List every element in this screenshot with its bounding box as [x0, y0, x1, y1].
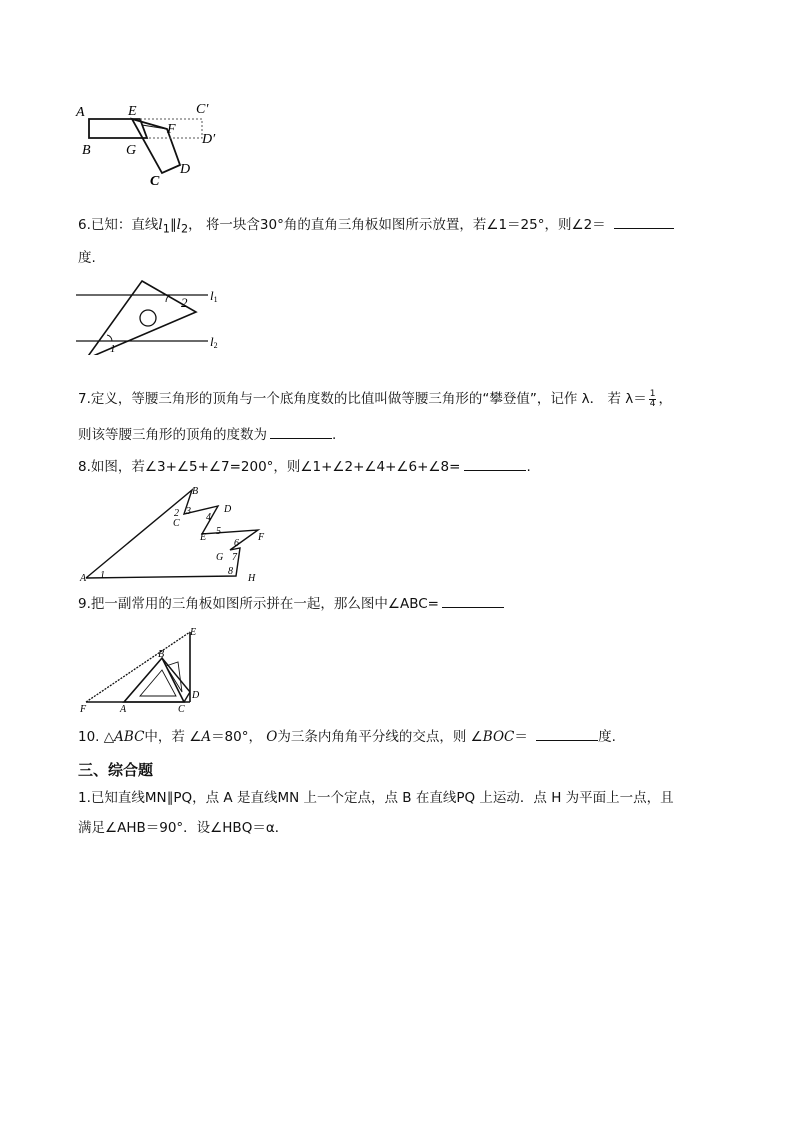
- question-10: 10. △ABC中，若 ∠A＝80°， O为三条内角角平分线的交点，则 ∠BOC＝ 度.: [78, 726, 616, 747]
- answer-blank-8[interactable]: [464, 456, 526, 471]
- section-title: 三、综合题: [78, 761, 154, 779]
- label-F: F: [80, 704, 87, 715]
- figure-parallel-lines-triangle: [72, 275, 232, 355]
- angle-2-label: 2: [181, 295, 188, 310]
- label-A: A: [80, 573, 87, 584]
- label-B: B: [192, 486, 199, 497]
- svg-text:7: 7: [232, 552, 237, 563]
- figure-two-set-squares: [78, 622, 218, 717]
- angle-1-label: 1: [110, 343, 116, 355]
- label-A: A: [120, 704, 127, 715]
- label-C-prime: C′: [196, 102, 209, 117]
- svg-text:2: 2: [174, 508, 179, 519]
- question-7-line-2: 则该等腰三角形的顶角的度数为 .: [78, 424, 336, 445]
- comprehensive-1-line-1: 1.已知直线MN∥PQ，点 A 是直线MN 上一个定点，点 B 在直线PQ 上运动．点 H 为平面上一点，且: [78, 790, 674, 806]
- label-D: D: [192, 690, 200, 701]
- label-G: G: [216, 552, 224, 563]
- label-F: F: [258, 532, 265, 543]
- figure-folded-rectangle: [72, 95, 222, 190]
- label-l2: l2: [210, 334, 218, 350]
- answer-blank-9[interactable]: [442, 593, 504, 608]
- answer-blank-6[interactable]: [614, 214, 674, 229]
- label-H: H: [248, 573, 256, 584]
- label-B: B: [158, 649, 165, 660]
- label-B: B: [82, 143, 91, 158]
- svg-text:8: 8: [228, 566, 233, 577]
- label-A: A: [76, 105, 85, 120]
- figure-zigzag-angles: [78, 484, 268, 586]
- answer-blank-10[interactable]: [536, 726, 598, 741]
- label-E: E: [128, 104, 137, 119]
- label-G: G: [126, 143, 137, 158]
- svg-text:3: 3: [186, 506, 191, 517]
- question-8: 8.如图，若∠3+∠5+∠7=200°，则∠1+∠2+∠4+∠6+∠8= .: [78, 456, 531, 477]
- label-D: D: [180, 162, 191, 177]
- label-F: F: [167, 122, 176, 137]
- question-7-line-1: 7.定义，等腰三角形的顶角与一个底角度数的比值叫做等腰三角形的“攀登值”，记作 λ． 若 λ＝ $\frac{1}{4}$ ，: [78, 388, 672, 409]
- question-9: 9.把一副常用的三角板如图所示拼在一起，那么图中∠ABC=: [78, 593, 504, 614]
- label-C: C: [173, 518, 180, 529]
- label-C: C: [178, 704, 185, 715]
- svg-text:4: 4: [206, 512, 211, 523]
- label-D-prime: D′: [202, 132, 216, 147]
- label-D: D: [224, 504, 232, 515]
- comprehensive-1-line-2: 满足∠AHB＝90°．设∠HBQ＝α．: [78, 820, 289, 836]
- svg-text:6: 6: [234, 538, 239, 549]
- svg-text:5: 5: [216, 526, 221, 537]
- question-6-line-1: 6.已知：直线$l_1\parallel l_2$， 将一块含30°角的直角三角板如图所示放置，若∠1＝25°，则∠2＝: [78, 214, 674, 240]
- label-C: C: [150, 174, 160, 189]
- label-l1: l1: [210, 288, 218, 304]
- label-E: E: [200, 532, 207, 543]
- label-E: E: [190, 627, 197, 638]
- question-6-line-2: 度.: [78, 250, 96, 266]
- fraction-one-quarter: $\frac{1}{4}$: [649, 388, 656, 409]
- answer-blank-7[interactable]: [270, 424, 332, 439]
- svg-text:1: 1: [100, 570, 105, 581]
